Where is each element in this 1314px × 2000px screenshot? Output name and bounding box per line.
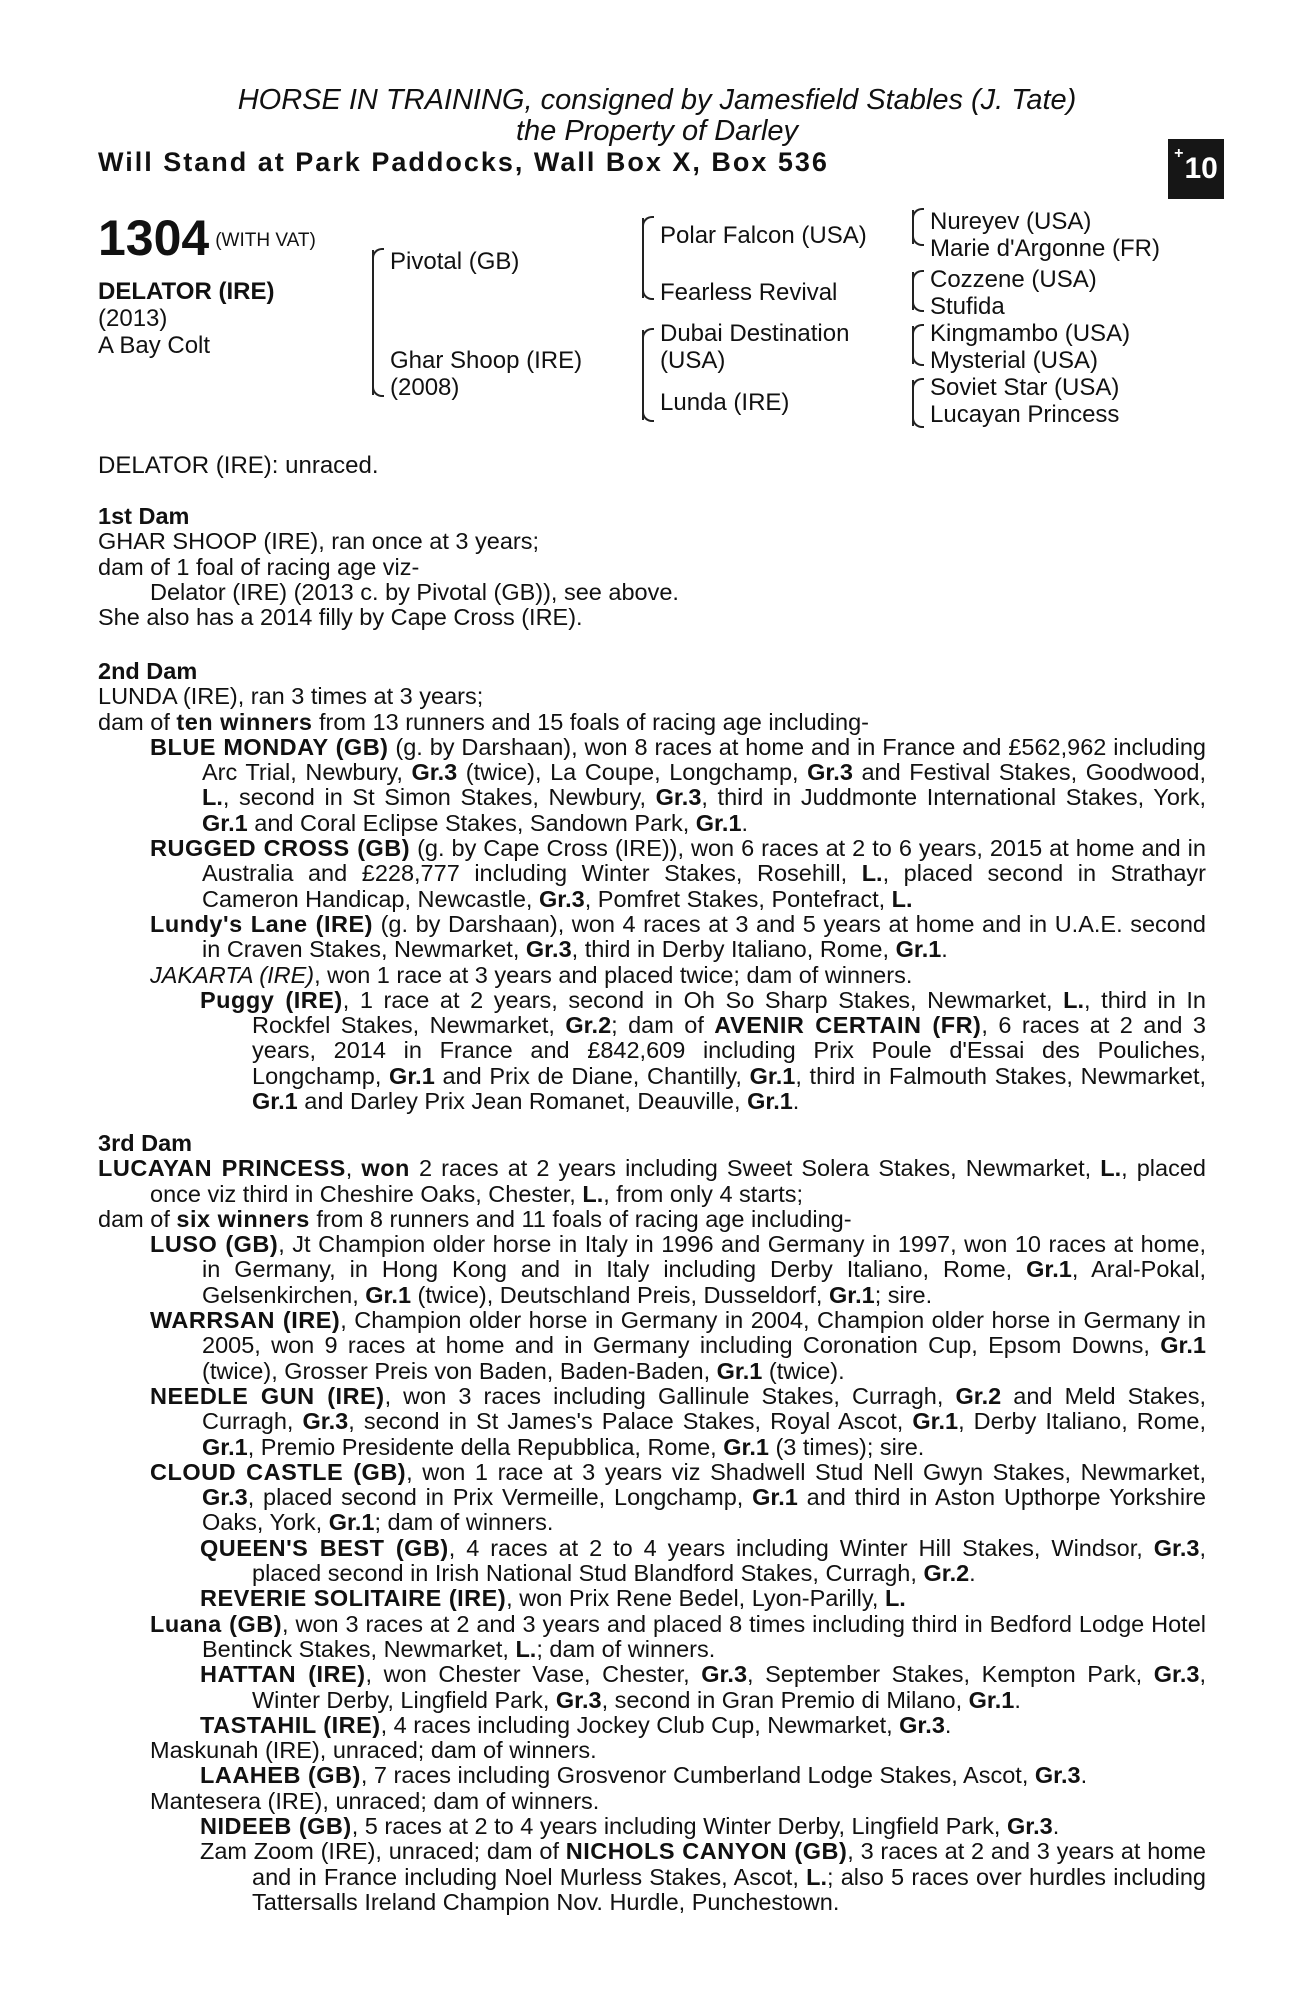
pedigree-gen3-2: Marie d'Argonne (FR) — [930, 235, 1160, 262]
unraced-note: DELATOR (IRE): unraced. — [98, 452, 379, 479]
produce-entry: Maskunah (IRE), unraced; dam of winners. — [150, 1737, 597, 1764]
pedigree-gen3-3: Cozzene (USA) — [930, 266, 1097, 293]
produce-entry: BLUE MONDAY (GB) (g. by Darshaan), won 8 races at home and in France and £562,962 including Arc Trial, Newbury, Gr.3 (twice), La Coupe, Longchamp, Gr.3 and Festival Stakes, Goodwood, L., second in St Simon Stakes, Newbury, Gr.3, third in Juddmonte International Stakes, York, Gr.1 and Coral Eclipse Stakes, Sandown Park, Gr.1. — [150, 733, 1207, 836]
produce-entry: QUEEN'S BEST (GB), 4 races at 2 to 4 years including Winter Hill Stakes, Windsor, Gr.3, placed second in Irish National Stud Blandford Stakes, Curragh, Gr.2. — [200, 1534, 1206, 1587]
lot-number: 1304 (WITH VAT) — [98, 210, 316, 266]
pedigree-sire-dam: Fearless Revival — [660, 279, 838, 306]
pedigree-brace-g2 — [912, 272, 914, 310]
pedigree-dam-year: (2008) — [390, 374, 460, 401]
produce-entry: Mantesera (IRE), unraced; dam of winners. — [150, 1787, 600, 1814]
pedigree-dam-sire: Dubai Destination — [660, 320, 850, 347]
section-heading: 1st Dam — [98, 503, 190, 529]
produce-entry: CLOUD CASTLE (GB), won 1 race at 3 years viz Shadwell Stud Nell Gwyn Stakes, Newmarket, Gr.3, placed second in Prix Vermeille, Longchamp, Gr.1 and third in Aston Upthorpe Yorkshire Oaks, York, Gr.1; dam of winners. — [150, 1458, 1206, 1536]
produce-entry: LAAHEB (GB), 7 races including Grosvenor Cumberland Lodge Stakes, Ascot, Gr.3. — [200, 1762, 1088, 1789]
produce-entry: Lundy's Lane (IRE) (g. by Darshaan), won 4 races at 3 and 5 years at home and in U.A.E. second in Craven Stakes, Newmarket, Gr.3, third in Derby Italiano, Rome, Gr.1. — [150, 910, 1206, 963]
produce-entry: NEEDLE GUN (IRE), won 3 races including Gallinule Stakes, Curragh, Gr.2 and Meld Stakes, Curragh, Gr.3, second in St James's Palace Stakes, Royal Ascot, Gr.1, Derby Italiano, Rome, Gr.1, Premio Presidente della Repubblica, Rome, Gr.1 (3 times); sire. — [150, 1382, 1206, 1460]
first-dam-section: 1st Dam GHAR SHOOP (IRE), ran once at 3 years; dam of 1 foal of racing age viz- Delator (IRE) (2013 c. by Pivotal (GB)), see above. She also has a 2014 filly by Cape Cross (IRE). — [98, 504, 1206, 630]
pedigree-brace-g4 — [912, 380, 914, 426]
pedigree-gen3-7: Soviet Star (USA) — [930, 374, 1120, 401]
pedigree-gen3-6: Mysterial (USA) — [930, 347, 1099, 374]
pedigree-gen3-4: Stufida — [930, 293, 1005, 320]
pedigree-sire-sire: Polar Falcon (USA) — [660, 222, 867, 249]
produce-entry: REVERIE SOLITAIRE (IRE), won Prix Rene Bedel, Lyon-Parilly, L. — [200, 1585, 906, 1612]
produce-entry: TASTAHIL (IRE), 4 races including Jockey Club Cup, Newmarket, Gr.3. — [200, 1711, 952, 1738]
catalogue-property-line: the Property of Darley — [515, 115, 799, 147]
vat-note: (WITH VAT) — [215, 230, 316, 251]
section-heading: 2nd Dam — [98, 658, 198, 684]
section-heading: 3rd Dam — [98, 1130, 193, 1156]
pedigree-dam: Ghar Shoop (IRE) — [390, 347, 583, 374]
produce-entry: Zam Zoom (IRE), unraced; dam of NICHOLS CANYON (GB), 3 races at 2 and 3 years at home and in France including Noel Murless Stakes, Ascot, L.; also 5 races over hurdles including Tattersalls Ireland Champion Nov. Hurdle, Punchestown. — [200, 1838, 1206, 1915]
foaling-year: (2013) — [98, 305, 168, 332]
pedigree-gen3-8: Lucayan Princess — [930, 401, 1120, 428]
produce-entry: LUSO (GB), Jt Champion older horse in Italy in 1996 and Germany in 1997, won 10 races at home, in Germany, in Hong Kong and in Italy including Derby Italiano, Rome, Gr.1, Aral-Pokal, Gelsenkirchen, Gr.1 (twice), Deutschland Preis, Dusseldorf, Gr.1; sire. — [150, 1231, 1206, 1308]
produce-entry: Luana (GB), won 3 races at 2 and 3 years and placed 8 times including third in Bedford Lodge Hotel Bentinck Stakes, Newmarket, L.; dam of winners. — [150, 1610, 1207, 1662]
pedigree-dam-sire-country: (USA) — [660, 347, 726, 374]
pedigree-gen3-5: Kingmambo (USA) — [930, 320, 1131, 347]
produce-entry: Puggy (IRE), 1 race at 2 years, second in Oh So Sharp Stakes, Newmarket, L., third in In Rockfel Stakes, Newmarket, Gr.2; dam of AVENIR CERTAIN (FR), 6 races at 2 and 3 years, 2014 in France and £842,609 including Prix Poule d'Essai des Pouliches, Longchamp, Gr.1 and Prix de Diane, Chantilly, Gr.1, third in Falmouth Stakes, Newmarket, Gr.1 and Darley Prix Jean Romanet, Deauville, Gr.1. — [200, 986, 1207, 1115]
produce-entry: HATTAN (IRE), won Chester Vase, Chester, Gr.3, September Stakes, Kempton Park, Gr.3, Winter Derby, Lingfield Park, Gr.3, second in Gran Premio di Milano, Gr.1. — [200, 1661, 1206, 1713]
pedigree-dam-dam: Lunda (IRE) — [660, 389, 790, 416]
produce-entry: JAKARTA (IRE), won 1 race at 3 years and placed twice; dam of winners. — [150, 961, 913, 988]
pedigree-brace-gen1 — [372, 250, 374, 395]
pedigree-brace-dam — [642, 330, 644, 420]
pedigree-brace-sire — [642, 218, 644, 298]
horse-description: A Bay Colt — [98, 332, 211, 359]
pedigree-gen3-1: Nureyev (USA) — [930, 208, 1092, 235]
stand-location: Will Stand at Park Paddocks, Wall Box X, Box 536 — [98, 147, 829, 177]
horse-name: DELATOR (IRE) — [98, 278, 275, 305]
produce-entry: WARRSAN (IRE), Champion older horse in Germany in 2004, Champion older horse in Germany in 2005, won 9 races at home and in Germany including Coronation Cup, Epsom Downs, Gr.1 (twice), Grosser Preis von Baden, Baden-Baden, Gr.1 (twice). — [150, 1307, 1206, 1384]
produce-entry: NIDEEB (GB), 5 races at 2 to 4 years including Winter Derby, Lingfield Park, Gr.3. — [200, 1813, 1060, 1840]
pedigree-sire: Pivotal (GB) — [390, 248, 520, 275]
produce-entry: RUGGED CROSS (GB) (g. by Cape Cross (IRE)), won 6 races at 2 to 6 years, 2015 at home and in Australia and £228,777 including Winter Stakes, Rosehill, L., placed second in Strathayr Cameron Handicap, Newcastle, Gr.3, Pomfret Stakes, Pontefract, L. — [150, 835, 1206, 912]
catalogue-consignor-line: HORSE IN TRAINING, consigned by Jamesfield Stables (J. Tate) — [237, 84, 1077, 116]
pedigree-brace-g3 — [912, 326, 914, 364]
second-dam-section: 2nd Dam LUNDA (IRE), ran 3 times at 3 years; dam of ten winners from 13 runners and 15 foals of racing age including- BLUE MONDAY (GB) (g. by Darshaan), won 8 races at home and in France and £562,962 including Arc Trial, Newbury, Gr.3 (twice), La Coupe, Longchamp, Gr.3 and Festival Stakes, Goodwood, L., second in St Simon Stakes, Newbury, Gr.3, third in Juddmonte International Stakes, York, Gr.1 and Coral Eclipse Stakes, Sandown Park, Gr.1. RUGGED CROSS (GB) (g. by Cape Cross (IRE)), won 6 races at 2 to 6 years, 2015 at home and in Australia and £228,777 including Winter Stakes, Rosehill, L., placed second in Strathayr Cameron Handicap, Newcastle, Gr.3, Pomfret Stakes, Pontefract, L. Lundy's Lane (IRE) (g. by Darshaan), won 4 races at 3 and 5 years at home and in U.A.E. second in Craven Stakes, Newmarket, Gr.3, third in Derby Italiano, Rome, Gr.1. JAKARTA (IRE), won 1 race at 3 years and placed twice; dam of winners. Puggy (IRE), 1 race at 2 years, second in Oh So Sharp Stakes, Newmarket, L., third in In Rockfel Stakes, Newmarket, Gr.2; dam of AVENIR CERTAIN (FR), 6 races at 2 and 3 years, 2014 in France and £842,609 including Prix Poule d'Essai des Pouliches, Longchamp, Gr.1 and Prix de Diane, Chantilly, Gr.1, third in Falmouth Stakes, Newmarket, Gr.1 and Darley Prix Jean Romanet, Deauville, Gr.1. — [98, 658, 1207, 1115]
ten-plus-badge: + 10 — [1168, 139, 1224, 199]
third-dam-section: 3rd Dam LUCAYAN PRINCESS, won 2 races at 2 years including Sweet Solera Stakes, Newmarket, L., placed once viz third in Cheshire Oaks, Chester, L., from only 4 starts; dam of six winners from 8 runners and 11 foals of racing age including- LUSO (GB), Jt Champion older horse in Italy in 1996 and Germany in 1997, won 10 races at home, in Germany, in Hong Kong and in Italy including Derby Italiano, Rome, Gr.1, Aral-Pokal, Gelsenkirchen, Gr.1 (twice), Deutschland Preis, Dusseldorf, Gr.1; sire. WARRSAN (IRE), Champion older horse in Germany in 2004, Champion older horse in Germany in 2005, won 9 races at home and in Germany including Coronation Cup, Epsom Downs, Gr.1 (twice), Grosser Preis von Baden, Baden-Baden, Gr.1 (twice). NEEDLE GUN (IRE), won 3 races including Gallinule Stakes, Curragh, Gr.2 and Meld Stakes, Curragh, Gr.3, second in St James's Palace Stakes, Royal Ascot, Gr.1, Derby Italiano, Rome, Gr.1, Premio Presidente della Repubblica, Rome, Gr.1 (3 times); sire. CLOUD CASTLE (GB), won 1 race at 3 years viz Shadwell Stud Nell Gwyn Stakes, Newmarket, Gr.3, placed second in Prix Vermeille, Longchamp, Gr.1 and third in Aston Upthorpe Yorkshire Oaks, York, Gr.1; dam of winners. QUEEN'S BEST (GB), 4 races at 2 to 4 years including Winter Hill Stakes, Windsor, Gr.3, placed second in Irish National Stud Blandford Stakes, Curragh, Gr.2. REVERIE SOLITAIRE (IRE), won Prix Rene Bedel, Lyon-Parilly, L. Luana (GB), won 3 races at 2 and 3 years and placed 8 times including third in Bedford Lodge Hotel Bentinck Stakes, Newmarket, L.; dam of winners. HATTAN (IRE), won Chester Vase, Chester, Gr.3, September Stakes, Kempton Park, Gr.3, Winter Derby, Lingfield Park, Gr.3, second in Gran Premio di Milano, Gr.1. TASTAHIL (IRE), 4 races including Jockey Club Cup, Newmarket, Gr.3. Maskunah (IRE), unraced; dam of winners. LAAHEB (GB), 7 races including Grosvenor Cumberland Lodge Stakes, Ascot, Gr.3. Mantesera (IRE), unraced; dam of winners. NIDEEB (GB), 5 races at 2 to 4 years including Winter Derby, Lingfield Park, Gr.3. Zam Zoom (IRE), unraced; dam of NICHOLS CANYON (GB), 3 races at 2 and 3 years at home and in France including Noel Murless Stakes, Ascot, L.; also 5 races over hurdles including Tattersalls Ireland Champion Nov. Hurdle, Punchestown. — [98, 1130, 1207, 1915]
pedigree-brace-g1 — [912, 210, 914, 244]
